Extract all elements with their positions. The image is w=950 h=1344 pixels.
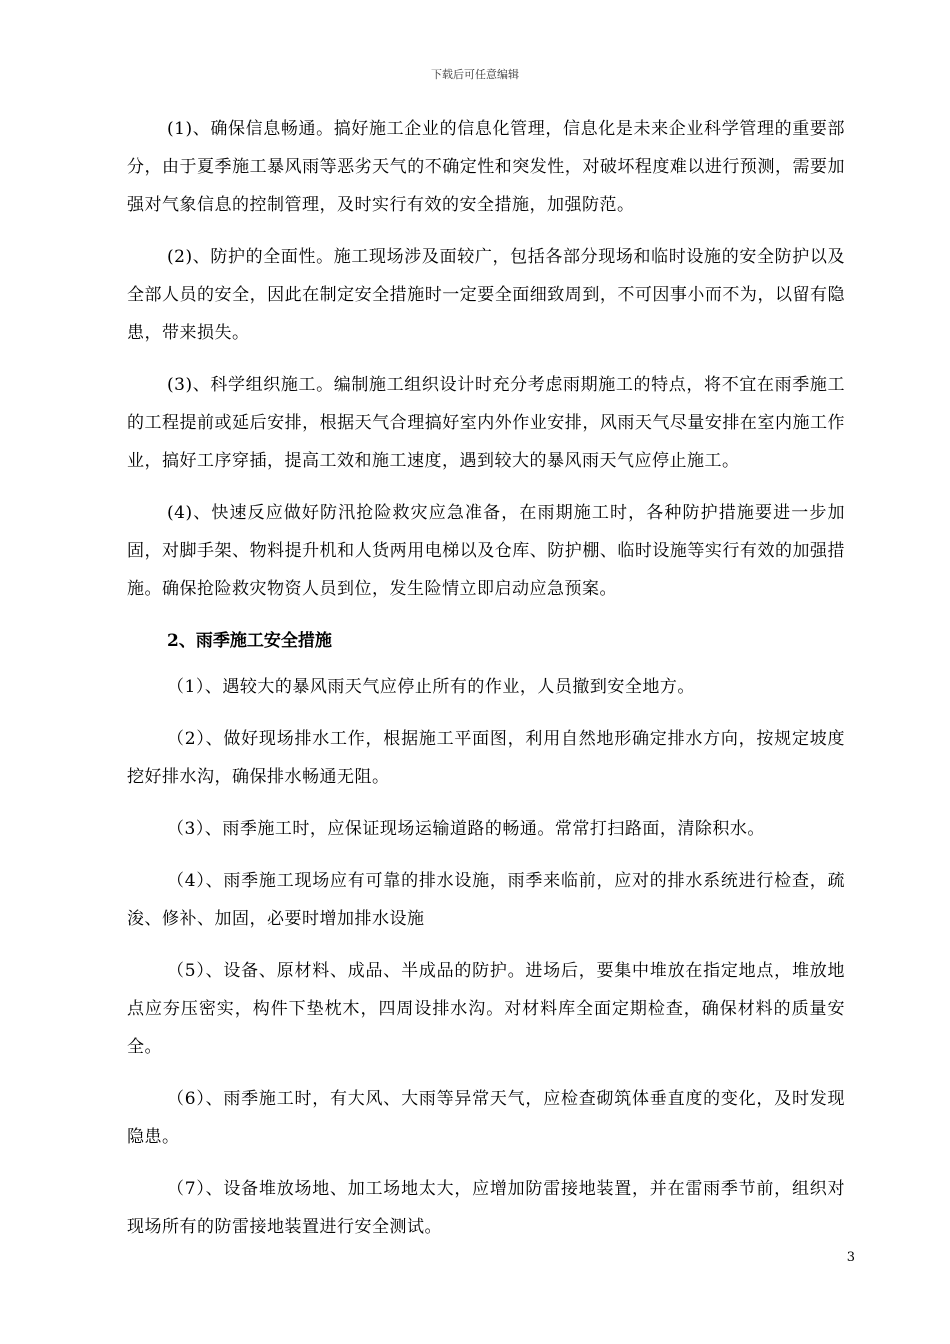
measure-3: （3）、雨季施工时，应保证现场运输道路的畅通。常常打扫路面，清除积水。: [167, 819, 765, 839]
page-number: 3: [846, 1250, 855, 1265]
section-title: 2、雨季施工安全措施: [167, 631, 332, 651]
measure-1: （1）、遇较大的暴风雨天气应停止所有的作业，人员撤到安全地方。: [167, 677, 695, 697]
paragraph-1: (1)、确保信息畅通。搞好施工企业的信息化管理，信息化是未来企业科学管理的重要部分，由于夏季施工暴风雨等恶劣天气的不确定性和突发性，对破坏程度难以进行预测，需要加强对气象信息的控制管理，及时实行有效的安全措施，加强防范。: [127, 119, 845, 215]
measure-2: （2）、做好现场排水工作，根据施工平面图，利用自然地形确定排水方向，按规定坡度挖好排水沟，确保排水畅通无阻。: [127, 729, 845, 787]
page-content: [127, 110, 845, 1260]
paragraph-2: (2)、防护的全面性。施工现场涉及面较广，包括各部分现场和临时设施的安全防护以及全部人员的安全，因此在制定安全措施时一定要全面细致周到，不可因事小而不为，以留有隐患，带来损失。: [127, 247, 845, 343]
measure-6: （6）、雨季施工时，有大风、大雨等异常天气，应检查砌筑体垂直度的变化，及时发现隐患。: [127, 1089, 845, 1147]
paragraph-4: (4)、快速反应做好防汛抢险救灾应急准备，在雨期施工时，各种防护措施要进一步加固，对脚手架、物料提升机和人货两用电梯以及仓库、防护棚、临时设施等实行有效的加强措施。确保抢险救灾物资人员到位，发生险情立即启动应急预案。: [127, 503, 845, 599]
measure-7: （7）、设备堆放场地、加工场地太大，应增加防雷接地装置，并在雷雨季节前，组织对现场所有的防雷接地装置进行安全测试。: [127, 1179, 845, 1237]
paragraph-3: (3)、科学组织施工。编制施工组织设计时充分考虑雨期施工的特点，将不宜在雨季施工的工程提前或延后安排，根据天气合理搞好室内外作业安排，风雨天气尽量安排在室内施工作业，搞好工序穿插，提高工效和施工速度，遇到较大的暴风雨天气应停止施工。: [127, 375, 845, 471]
measure-4: （4）、雨季施工现场应有可靠的排水设施，雨季来临前，应对的排水系统进行检查，疏浚、修补、加固，必要时增加排水设施: [127, 871, 845, 929]
page-header: 下载后可任意编辑: [431, 68, 519, 81]
measure-5: （5）、设备、原材料、成品、半成品的防护。进场后，要集中堆放在指定地点，堆放地点应夯压密实，构件下垫枕木，四周设排水沟。对材料库全面定期检查，确保材料的质量安全。: [127, 961, 845, 1057]
